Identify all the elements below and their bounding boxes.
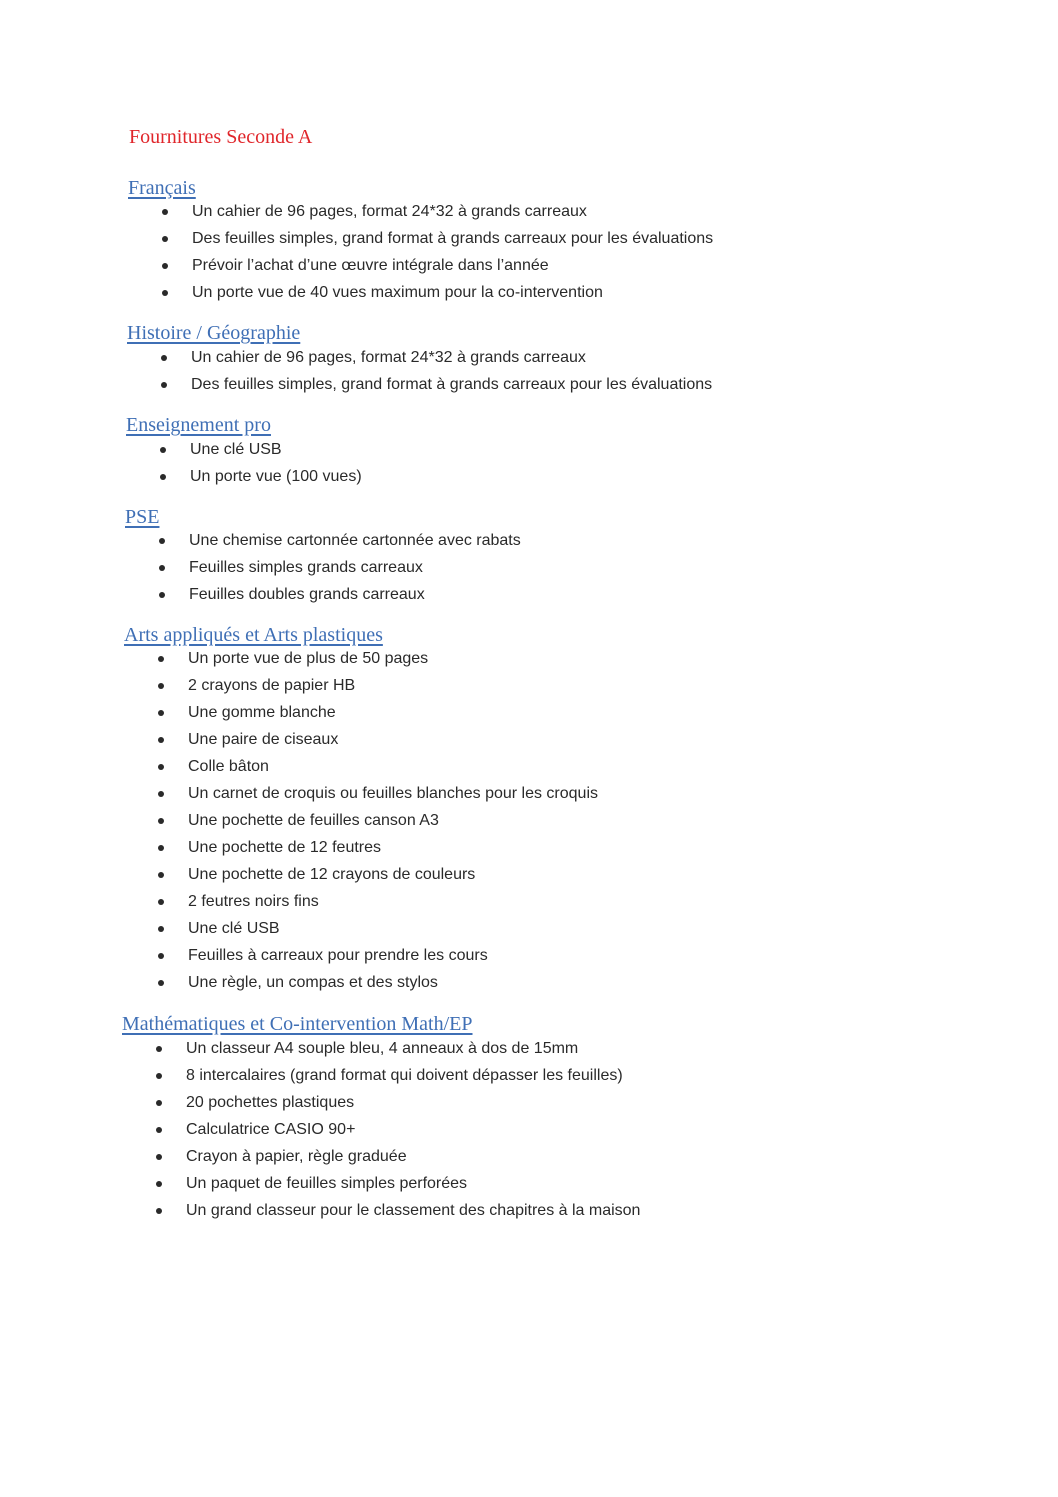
list-item: Une clé USB — [0, 436, 1058, 463]
section-pse — [0, 505, 1058, 608]
list-item: 8 intercalaires (grand format qui doivent dépasser les feuilles) — [0, 1062, 1058, 1089]
list-item: Un cahier de 96 pages, format 24*32 à grands carreaux — [0, 198, 1058, 225]
list-item: Crayon à papier, règle graduée — [0, 1143, 1058, 1170]
section-enseignement-pro — [0, 413, 1058, 490]
bullet-icon — [158, 980, 164, 986]
bullet-icon — [161, 382, 167, 388]
bullet-icon — [156, 1127, 162, 1133]
list-item: 20 pochettes plastiques — [0, 1089, 1058, 1116]
list-item: Une gomme blanche — [0, 699, 1058, 726]
bullet-icon — [156, 1154, 162, 1160]
list-item: Feuilles doubles grands carreaux — [0, 581, 1058, 608]
section-heading: Français — [128, 177, 196, 199]
bullet-icon — [158, 737, 164, 743]
section-histoire-geographie — [0, 321, 1058, 398]
list-item: Un carnet de croquis ou feuilles blanches pour les croquis — [0, 780, 1058, 807]
bullet-icon — [162, 290, 168, 296]
section-heading: Arts appliqués et Arts plastiques — [124, 624, 383, 646]
section-arts — [0, 623, 1058, 996]
list-item: Une clé USB — [0, 915, 1058, 942]
bullet-icon — [162, 236, 168, 242]
bullet-icon — [158, 953, 164, 959]
page-title: Fournitures Seconde A — [129, 126, 313, 148]
list-item: Une pochette de feuilles canson A3 — [0, 807, 1058, 834]
item-list — [0, 527, 1058, 608]
bullet-icon — [160, 474, 166, 480]
bullet-icon — [156, 1181, 162, 1187]
list-item: Un porte vue (100 vues) — [0, 463, 1058, 490]
section-heading: PSE — [125, 506, 160, 528]
bullet-icon — [158, 656, 164, 662]
bullet-icon — [161, 355, 167, 361]
list-item: 2 crayons de papier HB — [0, 672, 1058, 699]
list-item: Feuilles à carreaux pour prendre les cours — [0, 942, 1058, 969]
list-item: Une pochette de 12 crayons de couleurs — [0, 861, 1058, 888]
bullet-icon — [162, 209, 168, 215]
bullet-icon — [158, 899, 164, 905]
section-heading: Mathématiques et Co-intervention Math/EP — [122, 1013, 473, 1035]
list-item: Un porte vue de plus de 50 pages — [0, 645, 1058, 672]
bullet-icon — [159, 592, 165, 598]
list-item: Colle bâton — [0, 753, 1058, 780]
item-list — [0, 1035, 1058, 1224]
list-item: Prévoir l’achat d’une œuvre intégrale dans l’année — [0, 252, 1058, 279]
bullet-icon — [158, 710, 164, 716]
list-item: Une pochette de 12 feutres — [0, 834, 1058, 861]
list-item: Des feuilles simples, grand format à grands carreaux pour les évaluations — [0, 225, 1058, 252]
section-heading: Enseignement pro — [126, 414, 271, 436]
list-item: 2 feutres noirs fins — [0, 888, 1058, 915]
list-item: Feuilles simples grands carreaux — [0, 554, 1058, 581]
item-list — [0, 344, 1058, 398]
list-item: Calculatrice CASIO 90+ — [0, 1116, 1058, 1143]
bullet-icon — [160, 447, 166, 453]
item-list — [0, 436, 1058, 490]
item-list — [0, 645, 1058, 996]
list-item: Un grand classeur pour le classement des chapitres à la maison — [0, 1197, 1058, 1224]
bullet-icon — [158, 791, 164, 797]
section-mathematiques — [0, 1012, 1058, 1224]
bullet-icon — [158, 872, 164, 878]
bullet-icon — [156, 1073, 162, 1079]
bullet-icon — [159, 565, 165, 571]
list-item: Une chemise cartonnée cartonnée avec rabats — [0, 527, 1058, 554]
bullet-icon — [158, 818, 164, 824]
section-francais — [0, 176, 1058, 306]
section-heading: Histoire / Géographie — [127, 322, 301, 344]
bullet-icon — [158, 926, 164, 932]
list-item: Un classeur A4 souple bleu, 4 anneaux à dos de 15mm — [0, 1035, 1058, 1062]
bullet-icon — [158, 764, 164, 770]
bullet-icon — [158, 683, 164, 689]
bullet-icon — [162, 263, 168, 269]
bullet-icon — [159, 538, 165, 544]
bullet-icon — [158, 845, 164, 851]
list-item: Un cahier de 96 pages, format 24*32 à grands carreaux — [0, 344, 1058, 371]
list-item: Une règle, un compas et des stylos — [0, 969, 1058, 996]
bullet-icon — [156, 1100, 162, 1106]
list-item: Un porte vue de 40 vues maximum pour la co-intervention — [0, 279, 1058, 306]
item-list — [0, 198, 1058, 306]
list-item: Une paire de ciseaux — [0, 726, 1058, 753]
bullet-icon — [156, 1046, 162, 1052]
list-item: Des feuilles simples, grand format à grands carreaux pour les évaluations — [0, 371, 1058, 398]
bullet-icon — [156, 1208, 162, 1214]
list-item: Un paquet de feuilles simples perforées — [0, 1170, 1058, 1197]
